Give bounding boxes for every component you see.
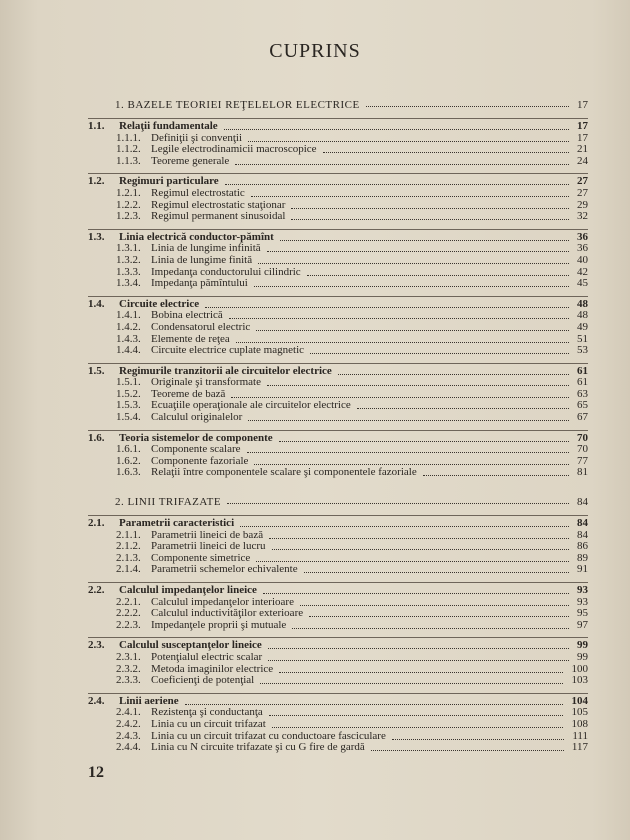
leader-dots	[263, 582, 569, 594]
subsection-page: 97	[577, 618, 588, 631]
subsection-page: 111	[572, 729, 588, 742]
chapter-page: 17	[577, 99, 588, 111]
subsection-title: Ecuaţiile operaţionale ale circuitelor electrice	[151, 399, 351, 412]
subsection-page: 99	[577, 650, 588, 663]
subsection-number: 2.3.3.	[116, 674, 141, 687]
leader-dots	[291, 208, 569, 220]
leader-dots	[272, 538, 569, 550]
leader-dots	[280, 229, 569, 241]
subsection-number: 2.2.1.	[116, 595, 141, 608]
subsection-row	[88, 211, 588, 223]
leader-dots	[300, 594, 569, 606]
subsection-number: 1.1.1.	[116, 131, 141, 144]
subsection-page: 63	[577, 387, 588, 400]
subsection-row	[88, 620, 588, 632]
subsection-title: Rezistenţa şi conductanţa	[151, 706, 263, 719]
chapter-heading	[88, 495, 588, 509]
section-title: Circuite electrice	[119, 297, 200, 310]
section-title: Linia electrică conductor-pămînt	[119, 230, 274, 243]
section-number: 1.6.	[88, 431, 105, 444]
section-number: 1.3.	[88, 230, 105, 243]
leader-dots	[256, 550, 569, 562]
subsection-page: 86	[577, 540, 588, 553]
subsection-number: 1.2.1.	[116, 186, 141, 199]
subsection-title: Relaţii între componentele scalare şi componentele fazoriale	[151, 466, 417, 479]
subsection-number: 2.4.3.	[116, 729, 141, 742]
subsection-row	[88, 742, 588, 754]
leader-dots	[338, 363, 569, 375]
subsection-number: 1.4.3.	[116, 332, 141, 345]
leader-dots	[236, 331, 569, 343]
subsection-title: Parametrii lineici de bază	[151, 528, 264, 541]
section-title: Parametrii caracteristici	[119, 517, 235, 530]
section-number: 1.5.	[88, 364, 105, 377]
leader-dots	[267, 374, 569, 386]
subsection-page: 53	[577, 344, 588, 357]
subsection-title: Linia de lungime finită	[151, 253, 253, 266]
subsection-title: Coeficienţi de potenţial	[151, 674, 255, 687]
subsection-title: Elemente de reţea	[151, 332, 230, 345]
leader-dots	[235, 153, 569, 165]
leader-dots	[247, 441, 569, 453]
subsection-number: 2.1.4.	[116, 563, 141, 576]
section-title: Relaţii fundamentale	[119, 120, 218, 132]
subsection-number: 1.4.4.	[116, 344, 141, 357]
subsection-page: 67	[577, 411, 588, 424]
subsection-title: Linia cu un circuit trifazat	[151, 717, 266, 730]
leader-dots	[272, 716, 563, 728]
subsection-title: Parametrii lineici de lucru	[151, 540, 266, 553]
subsection-page: 24	[577, 154, 588, 167]
leader-dots	[309, 605, 569, 617]
leader-dots	[268, 649, 569, 661]
subsection-title: Componente scalare	[151, 443, 241, 456]
subsection-page: 84	[577, 528, 588, 541]
subsection-title: Impedanţa pămîntului	[151, 277, 248, 290]
subsection-number: 1.3.3.	[116, 265, 141, 278]
subsection-row	[88, 675, 588, 687]
leader-dots	[307, 264, 569, 276]
table-of-contents	[88, 92, 588, 754]
subsection-number: 1.6.3.	[116, 466, 141, 479]
leader-dots	[268, 637, 569, 649]
subsection-number: 1.5.4.	[116, 411, 141, 424]
section-title: Linii aeriene	[119, 694, 179, 707]
subsection-number: 1.6.2.	[116, 454, 141, 467]
subsection-title: Linia de lungime infinită	[151, 242, 261, 255]
subsection-number: 1.4.1.	[116, 309, 141, 322]
subsection-number: 1.5.2.	[116, 387, 141, 400]
section-title: Calculul susceptanţelor lineice	[119, 639, 262, 652]
subsection-page: 81	[577, 466, 588, 479]
subsection-page: 45	[577, 277, 588, 290]
leader-dots	[254, 275, 569, 287]
subsection-page: 103	[571, 674, 588, 687]
subsection-number: 2.4.2.	[116, 717, 141, 730]
leader-dots	[205, 296, 569, 308]
subsection-row	[88, 412, 588, 424]
subsection-number: 1.4.2.	[116, 320, 141, 333]
leader-dots	[423, 464, 569, 476]
subsection-title: Parametrii schemelor echivalente	[151, 563, 298, 576]
leader-dots	[279, 430, 569, 442]
section-page: 70	[577, 431, 588, 444]
page-number: 12	[88, 764, 104, 781]
subsection-number: 1.1.3.	[116, 154, 141, 167]
subsection-page: 117	[571, 741, 588, 754]
subsection-title: Componente fazoriale	[151, 454, 249, 467]
subsection-page: 29	[577, 198, 588, 211]
subsection-title: Calculul impedanţelor interioare	[151, 595, 294, 608]
section-page: 84	[577, 517, 588, 530]
subsection-page: 32	[577, 210, 588, 223]
subsection-page: 95	[577, 607, 588, 620]
subsection-number: 2.4.1.	[116, 706, 141, 719]
subsection-number: 2.2.2.	[116, 607, 141, 620]
subsection-title: Legile electrodinamicii macroscopice	[151, 143, 317, 156]
section-number: 1.2.	[88, 175, 105, 188]
subsection-page: 77	[577, 454, 588, 467]
chapter-title: 2. LINII TRIFAZATE	[115, 496, 222, 509]
subsection-title: Circuite electrice cuplate magnetic	[151, 344, 305, 357]
subsection-title: Regimul electrostatic	[151, 186, 245, 199]
leader-dots	[292, 617, 569, 629]
subsection-number: 1.3.2.	[116, 253, 141, 266]
leader-dots	[231, 386, 569, 398]
section-number: 2.1.	[88, 517, 105, 530]
section-page: 27	[577, 175, 588, 188]
section-page: 36	[577, 230, 588, 243]
leader-dots	[269, 704, 563, 716]
subsection-title: Definiţii şi convenţii	[151, 131, 243, 144]
leader-dots	[256, 319, 569, 331]
subsection-page: 65	[577, 399, 588, 412]
subsection-page: 48	[577, 309, 588, 322]
subsection-title: Regimul electrostatic staţionar	[151, 198, 286, 211]
subsection-title: Teoreme de bază	[151, 387, 226, 400]
section-number: 2.2.	[88, 584, 105, 596]
leader-dots	[258, 252, 569, 264]
subsection-page: 49	[577, 320, 588, 333]
subsection-title: Metoda imaginilor electrice	[151, 662, 274, 675]
section-page: 99	[577, 639, 588, 652]
subsection-number: 2.4.4.	[116, 741, 141, 754]
section-title: Regimurile tranzitorii ale circuitelor electrice	[119, 364, 332, 377]
subsection-page: 100	[571, 662, 588, 675]
section-page: 17	[577, 120, 588, 132]
leader-dots	[392, 728, 564, 740]
leader-dots	[248, 409, 569, 421]
leader-dots	[366, 95, 569, 107]
leader-dots	[291, 197, 569, 209]
leader-dots	[254, 453, 569, 465]
subsection-number: 2.3.1.	[116, 650, 141, 663]
subsection-number: 1.1.2.	[116, 143, 141, 156]
leader-dots	[304, 561, 569, 573]
subsection-row	[88, 467, 588, 479]
chapter-title: 1. BAZELE TEORIEI REŢELELOR ELECTRICE	[115, 99, 360, 111]
subsection-number: 1.5.3.	[116, 399, 141, 412]
subsection-title: Calculul inductivităţilor exterioare	[151, 607, 304, 620]
leader-dots	[225, 173, 569, 185]
chapter-heading	[88, 98, 588, 112]
subsection-number: 1.3.1.	[116, 242, 141, 255]
leader-dots	[260, 672, 563, 684]
subsection-number: 2.1.1.	[116, 528, 141, 541]
leader-dots	[227, 492, 569, 504]
subsection-page: 42	[577, 265, 588, 278]
leader-dots	[310, 342, 569, 354]
page-title: CUPRINS	[269, 40, 361, 62]
subsection-title: Calculul originalelor	[151, 411, 243, 424]
leader-dots	[371, 739, 564, 751]
subsection-page: 61	[577, 376, 588, 389]
subsection-row	[88, 278, 588, 290]
section-number: 1.1.	[88, 120, 105, 132]
subsection-number: 1.3.4.	[116, 277, 141, 290]
section-page: 93	[577, 584, 588, 596]
subsection-page: 108	[571, 717, 588, 730]
subsection-page: 21	[577, 143, 588, 156]
subsection-page: 40	[577, 253, 588, 266]
subsection-number: 2.2.3.	[116, 618, 141, 631]
subsection-page: 36	[577, 242, 588, 255]
subsection-title: Regimul permanent sinusoidal	[151, 210, 286, 223]
subsection-title: Linia cu N circuite trifazate şi cu G fire de gardă	[151, 741, 365, 754]
leader-dots	[323, 141, 569, 153]
leader-dots	[248, 130, 569, 142]
leader-dots	[240, 515, 569, 527]
subsection-page: 91	[577, 563, 588, 576]
subsection-title: Bobina electrică	[151, 309, 223, 322]
leader-dots	[357, 397, 569, 409]
leader-dots	[229, 307, 569, 319]
leader-dots	[267, 240, 569, 252]
subsection-title: Potenţialul electric scalar	[151, 650, 263, 663]
subsection-title: Originale şi transformate	[151, 376, 261, 389]
subsection-title: Impedanţele proprii şi mutuale	[151, 618, 287, 631]
leader-dots	[251, 185, 569, 197]
subsection-number: 1.5.1.	[116, 376, 141, 389]
section-page: 48	[577, 297, 588, 310]
subsection-number: 1.6.1.	[116, 443, 141, 456]
subsection-title: Teoreme generale	[151, 154, 230, 167]
subsection-title: Condensatorul electric	[151, 320, 251, 333]
subsection-number: 1.2.3.	[116, 210, 141, 223]
subsection-title: Componente simetrice	[151, 551, 251, 564]
section-number: 1.4.	[88, 297, 105, 310]
section-number: 2.3.	[88, 639, 105, 652]
subsection-page: 17	[577, 131, 588, 144]
subsection-title: Linia cu un circuit trifazat cu conductoare fasciculare	[151, 729, 386, 742]
leader-dots	[185, 693, 563, 705]
leader-dots	[269, 527, 569, 539]
subsection-number: 2.1.2.	[116, 540, 141, 553]
subsection-row	[88, 564, 588, 576]
subsection-page: 89	[577, 551, 588, 564]
subsection-page: 70	[577, 443, 588, 456]
section-page: 104	[571, 694, 588, 707]
section-title: Teoria sistemelor de componente	[119, 431, 273, 444]
section-title: Regimuri particulare	[119, 175, 219, 188]
leader-dots	[279, 661, 563, 673]
subsection-row	[88, 156, 588, 168]
chapter-page: 84	[577, 496, 588, 509]
section-title: Calculul impedanţelor lineice	[119, 584, 257, 596]
subsection-page: 27	[577, 186, 588, 199]
subsection-page: 93	[577, 595, 588, 608]
subsection-number: 2.3.2.	[116, 662, 141, 675]
subsection-title: Impedanţa conductorului cilindric	[151, 265, 301, 278]
subsection-page: 105	[571, 706, 588, 719]
subsection-row	[88, 345, 588, 357]
subsection-number: 1.2.2.	[116, 198, 141, 211]
leader-dots	[224, 118, 569, 130]
section-page: 61	[577, 364, 588, 377]
section-number: 2.4.	[88, 694, 105, 707]
subsection-page: 51	[577, 332, 588, 345]
subsection-number: 2.1.3.	[116, 551, 141, 564]
